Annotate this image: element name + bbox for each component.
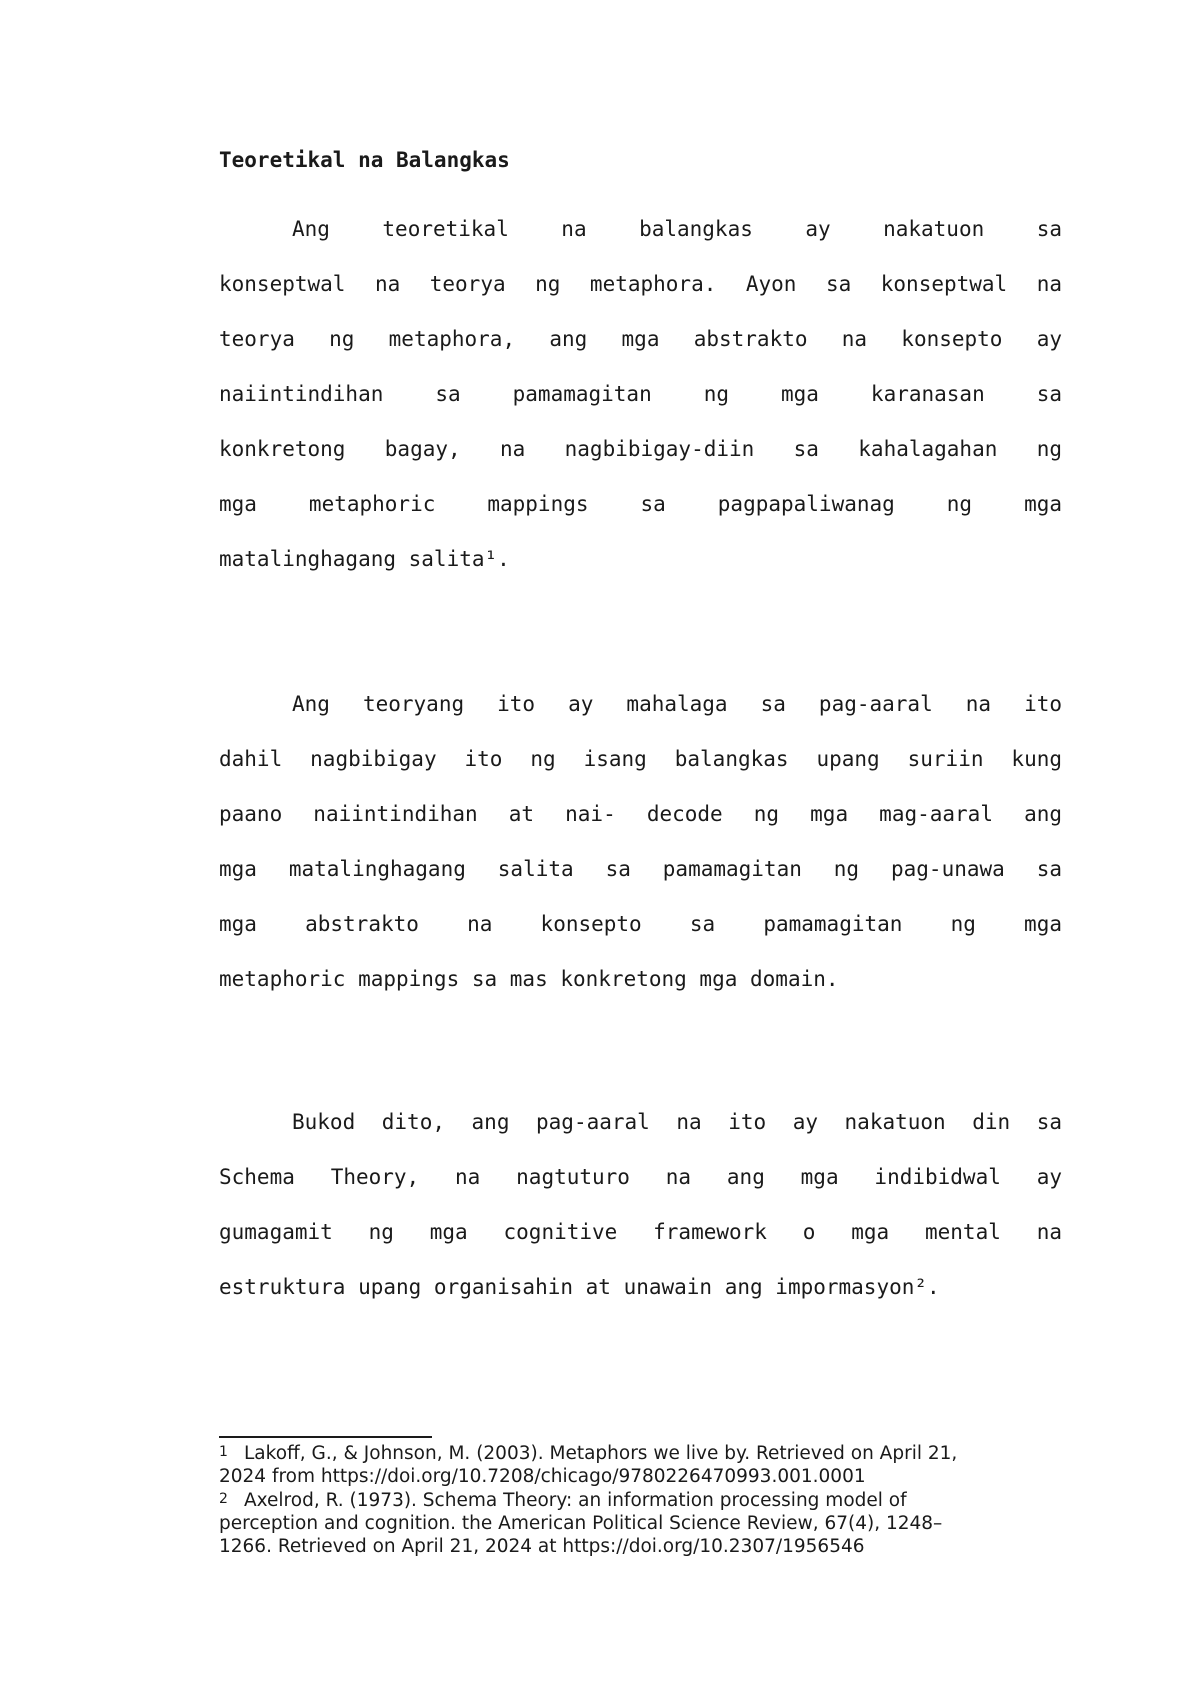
paragraph-line: Bukod dito, ang pag-aaral na ito ay nakatuon din sa: [292, 1110, 1062, 1134]
footnote-separator: [219, 1436, 432, 1438]
footnotes: [219, 1441, 1079, 1558]
footnote-1: [219, 1441, 1079, 1488]
paragraph-line: naiintindihan sa pamamagitan ng mga karanasan sa: [219, 382, 1062, 406]
footnote-line: 1266. Retrieved on April 21, 2024 at https://doi.org/10.2307/1956546: [219, 1536, 865, 1557]
footnote-line: [219, 1488, 1079, 1512]
paragraph-line: Ang teoryang ito ay mahalaga sa pag-aaral na ito: [292, 692, 1062, 716]
section-heading: Teoretikal na Balangkas: [219, 148, 510, 172]
paragraph-line: teorya ng metaphora, ang mga abstrakto na konsepto ay: [219, 327, 1062, 351]
footnote-mark: 1: [219, 1444, 228, 1460]
paragraph-line: mga metaphoric mappings sa pagpapaliwanag ng mga: [219, 492, 1062, 516]
paragraph-2: [219, 677, 1062, 1007]
footnote-line: [219, 1441, 1079, 1465]
paragraph-line: estruktura upang organisahin at unawain ang impormasyon².: [219, 1275, 940, 1299]
paragraph-line: metaphoric mappings sa mas konkretong mga domain.: [219, 967, 839, 991]
paragraph-line: konkretong bagay, na nagbibigay-diin sa kahalagahan ng: [219, 437, 1062, 461]
paragraph-line: Ang teoretikal na balangkas ay nakatuon sa: [292, 217, 1062, 241]
footnote-2: [219, 1488, 1079, 1558]
paragraph-line: mga abstrakto na konsepto sa pamamagitan ng mga: [219, 912, 1062, 936]
paragraph-3: [219, 1095, 1062, 1315]
footnote-text: Axelrod, R. (1973). Schema Theory: an information processing model of: [244, 1490, 907, 1511]
paragraph-line: gumagamit ng mga cognitive framework o mga mental na: [219, 1220, 1062, 1244]
footnote-line: 2024 from https://doi.org/10.7208/chicago/9780226470993.001.0001: [219, 1466, 866, 1487]
paragraph-1: [219, 202, 1062, 587]
paragraph-line: matalinghagang salita¹.: [219, 547, 510, 571]
paragraph-line: konseptwal na teorya ng metaphora. Ayon sa konseptwal na: [219, 272, 1062, 296]
footnote-line: perception and cognition. the American Political Science Review, 67(4), 1248–: [219, 1513, 943, 1534]
paragraph-line: mga matalinghagang salita sa pamamagitan ng pag-unawa sa: [219, 857, 1062, 881]
paragraph-line: Schema Theory, na nagtuturo na ang mga indibidwal ay: [219, 1165, 1062, 1189]
paragraph-line: dahil nagbibigay ito ng isang balangkas upang suriin kung: [219, 747, 1062, 771]
footnote-mark: 2: [219, 1491, 228, 1507]
paragraph-line: paano naiintindihan at nai- decode ng mga mag-aaral ang: [219, 802, 1062, 826]
footnote-text: Lakoff, G., & Johnson, M. (2003). Metaphors we live by. Retrieved on April 21,: [244, 1443, 958, 1464]
